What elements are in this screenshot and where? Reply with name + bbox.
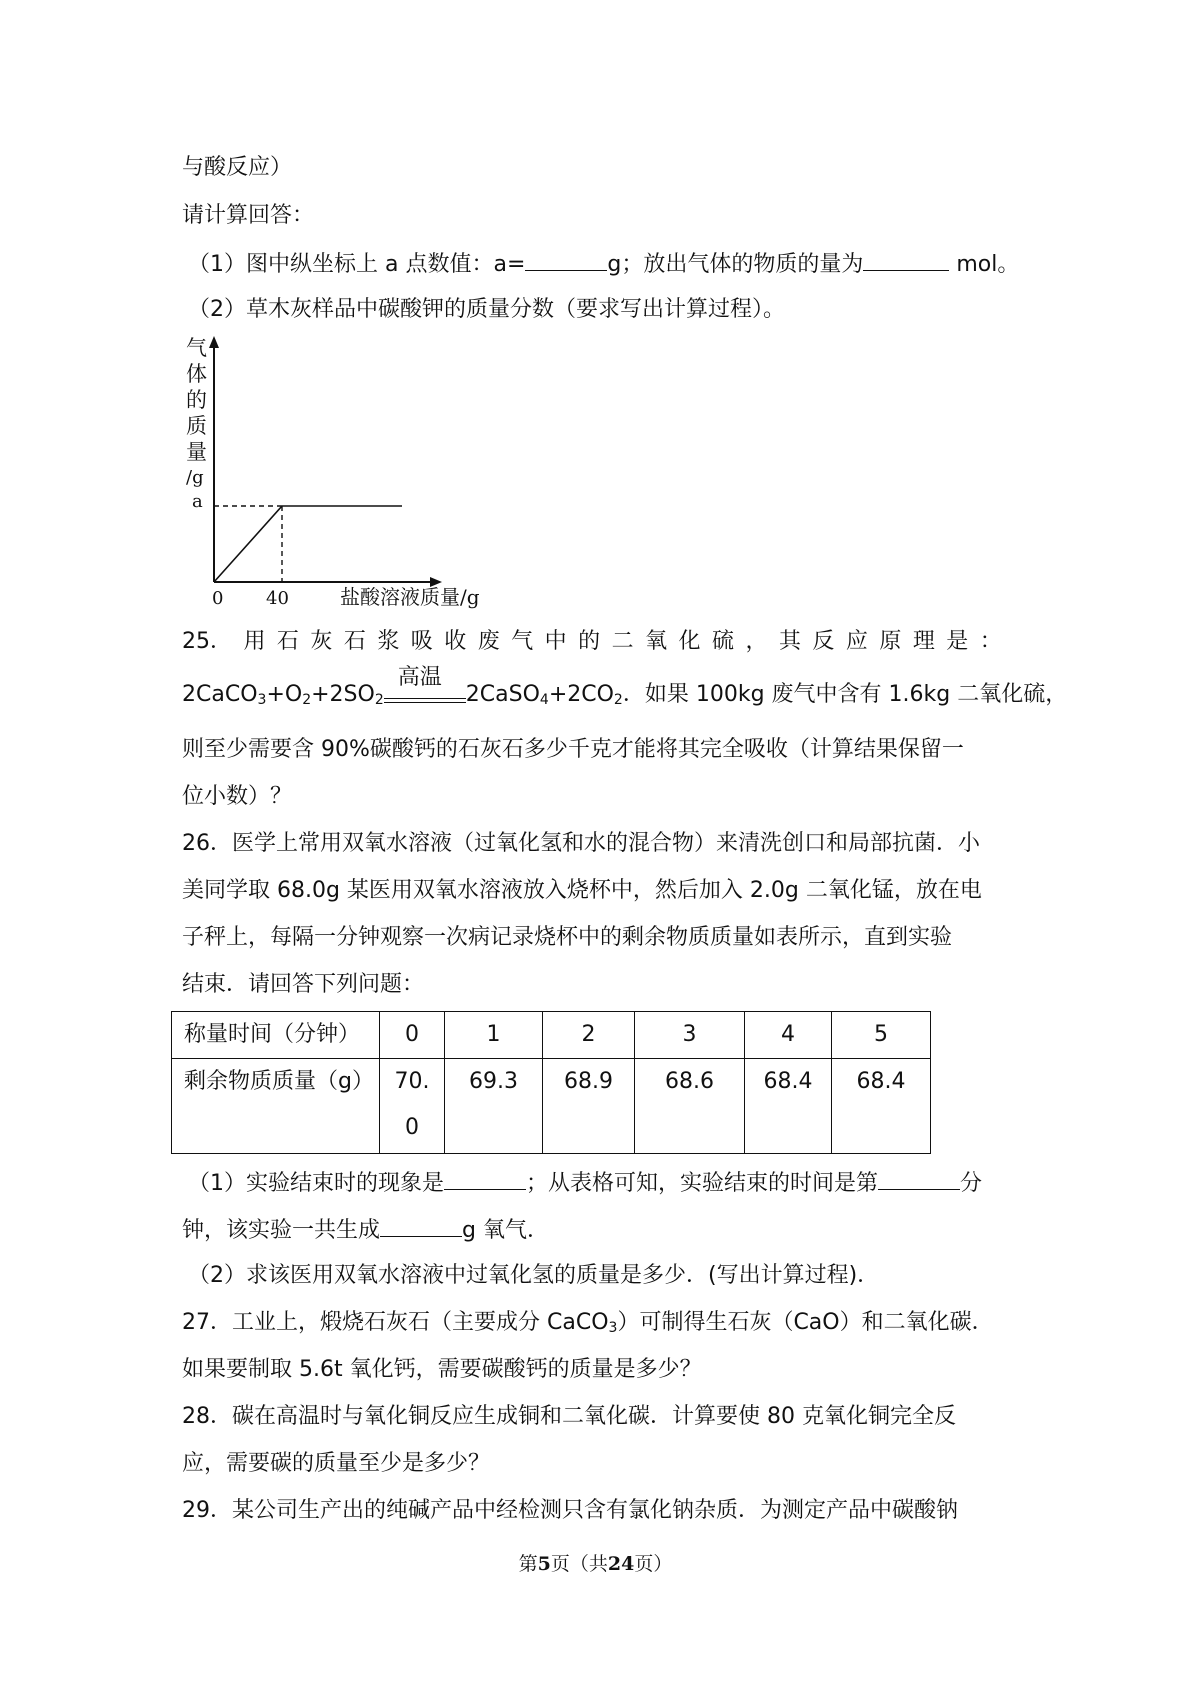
answer-blank[interactable] [380,1214,462,1237]
equation-reactants: $2CaCO_3+O_2+2SO_2$ [182,682,384,708]
page-footer: 第5页（共24页） [518,1553,673,1575]
mass-table [171,1011,931,1154]
answer-blank[interactable] [444,1167,526,1190]
question-2-line: （2）草木灰样品中碳酸钾的质量分数（要求写出计算过程）。 [188,297,785,322]
total-pages: 24 [607,1553,635,1575]
text-line: 美同学取 68.0g 某医用双氧水溶液放入烧杯中，然后加入 2.0g 二氧化锰，放在电 [182,878,982,903]
answer-blank[interactable] [863,248,949,271]
equation-products: $2CaSO_4+2CO_2$ [465,682,623,708]
text-line: 应，需要碳的质量至少是多少？ [182,1451,491,1476]
y-axis-label-char: /g [186,467,204,488]
table-row: 剩余物质质量（g） 70. 0 69.3 68.9 68.6 68.4 68.4 [172,1059,931,1154]
q25-line-1: 25． 用 石 灰 石 浆 吸 收 废 气 中 的 二 氧 化 硫 ， 其 反 应 原 理 是 ： [182,629,1002,654]
answer-blank[interactable] [878,1167,960,1190]
q27-line-1: 27．工业上，煅烧石灰石（主要成分 CaCO$_3$）可制得生石灰（CaO）和二氧化碳． [182,1310,994,1336]
q26-subquestion-1: （1）实验结束时的现象是 ；从表格可知，实验结束的时间是第 分 [188,1167,982,1199]
q26-subquestion-1-cont: 钟，该实验一共生成 g 氧气． [182,1214,549,1246]
q26-subquestion-2: （2）求该医用双氧水溶液中过氧化氢的质量是多少．(写出计算过程)． [188,1263,880,1288]
gas-mass-graph [176,332,496,612]
question-1-line: （1）图中纵坐标上 a 点数值：a= g；放出气体的物质的量为 mol。 [188,248,1019,280]
page-number: 5 [537,1553,551,1575]
text-line: 则至少需要含 90%碳酸钙的石灰石多少千克才能将其完全吸收（计算结果保留一 [182,737,964,762]
text-line: 与酸反应） [182,155,293,180]
q25-equation-line: $2CaCO_3+O_2+2SO_2$ 高温 $2CaSO_4+2CO_2$．如果 100kg 废气中含有 1.6kg 二氧化硫， [182,680,1067,715]
origin-label: 0 [212,588,224,609]
a-point-label: a [192,491,203,512]
y-axis-label-char: 的 [186,388,207,412]
x-axis-label: 盐酸溶液质量/g [340,585,480,609]
y-axis-arrow [209,336,219,348]
y-axis-label-char: 量 [186,440,207,464]
y-axis-label-char: 体 [186,362,207,386]
table-row: 称量时间（分钟） 0 1 2 3 4 5 [172,1012,931,1059]
text-line: 位小数）？ [182,784,293,809]
y-axis-label-char: 质 [186,414,207,438]
text-line: 29．某公司生产出的纯碱产品中经检测只含有氯化钠杂质．为测定产品中碳酸钠 [182,1498,958,1523]
text-line: 26．医学上常用双氧水溶液（过氧化氢和水的混合物）来清洗创口和局部抗菌．小 [182,831,980,856]
text-line: 子秤上，每隔一分钟观察一次病记录烧杯中的剩余物质质量如表所示，直到实验 [182,925,953,950]
rising-line [214,506,282,582]
x-tick-label: 40 [266,588,289,609]
text-line: 28．碳在高温时与氧化铜反应生成铜和二氧化碳．计算要使 80 克氧化铜完全反 [182,1404,956,1429]
y-axis-label-char: 气 [186,336,207,360]
text-line: 如果要制取 5.6t 氧化钙，需要碳酸钙的质量是多少？ [182,1357,702,1382]
reaction-condition: 高温 [384,685,466,715]
text-line: 结束．请回答下列问题： [182,972,425,997]
answer-blank[interactable] [525,248,607,271]
text-line: 请计算回答： [182,203,315,228]
